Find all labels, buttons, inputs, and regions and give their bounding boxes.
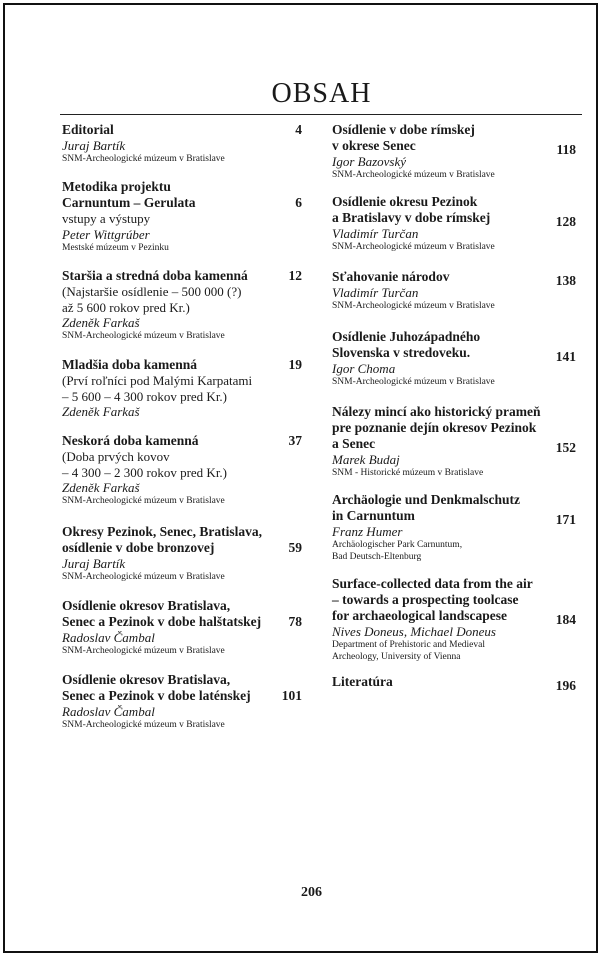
toc-entry[interactable] — [332, 674, 582, 693]
entry-institution: Mestské múzeum v Pezinku — [62, 242, 169, 253]
entry-title: pre poznanie dejín okresov Pezinok — [332, 420, 537, 435]
entry-subtitle: (Najstaršie osídlenie – 500 000 (?) — [62, 284, 242, 299]
entry-institution: SNM-Archeologické múzeum v Bratislave — [332, 377, 495, 387]
entry-author: Igor Choma — [332, 361, 396, 376]
entry-title: a Senec — [332, 436, 376, 451]
entry-institution: SNM-Archeologické múzeum v Bratislave — [62, 646, 225, 656]
toc-entry[interactable] — [332, 576, 582, 663]
entry-title: Osídlenie okresu Pezinok — [332, 194, 478, 209]
entry-author: Juraj Bartík — [62, 138, 126, 153]
entry-title: Okresy Pezinok, Senec, Bratislava, — [62, 524, 262, 539]
entry-author: Igor Bazovský — [332, 154, 407, 169]
entry-institution: Department of Prehistoric and Medieval — [332, 640, 486, 650]
entry-title: Sťahovanie národov — [332, 269, 450, 284]
entry-subtitle: (Prví roľníci pod Malými Karpatami — [62, 373, 253, 388]
entry-institution: SNM-Archeologické múzeum v Bratislave — [62, 720, 225, 730]
entry-author: Nives Doneus, Michael Doneus — [332, 624, 496, 639]
entry-author: Marek Budaj — [332, 452, 400, 467]
entry-institution: Archäologischer Park Carnuntum, — [332, 540, 463, 550]
entry-subtitle: – 4 300 – 2 300 rokov pred Kr.) — [62, 464, 228, 480]
entry-page-number: 128 — [555, 214, 576, 229]
entry-title: Osídlenie Juhozápadného — [332, 329, 481, 344]
entry-page-number: 171 — [555, 512, 576, 527]
toc-entry[interactable] — [62, 433, 312, 507]
toc-entry[interactable] — [332, 122, 582, 181]
entry-subtitle: vstupy a výstupy — [62, 211, 151, 226]
entry-author: Zdeněk Farkaš — [62, 404, 140, 419]
entry-author: Radoslav Čambal — [62, 704, 155, 719]
entry-page-number: 78 — [288, 614, 302, 629]
entry-page-number: 184 — [555, 612, 576, 627]
entry-title: for archaeological landscapese — [332, 608, 507, 623]
entry-page-number: 196 — [555, 678, 576, 693]
entry-page-number: 138 — [555, 273, 576, 288]
entry-page-number: 4 — [295, 122, 302, 137]
entry-title: Osídlenie okresov Bratislava, — [62, 598, 231, 613]
entry-title: Editorial — [62, 122, 114, 137]
entry-institution: Archeology, University of Vienna — [332, 652, 461, 662]
entry-page-number: 141 — [555, 349, 576, 364]
entry-page-number: 118 — [556, 142, 576, 157]
entry-author: Vladimír Turčan — [332, 285, 419, 300]
entry-title: Literatúra — [332, 674, 393, 689]
entry-title: v okrese Senec — [332, 138, 416, 153]
entry-author: Vladimír Turčan — [332, 226, 419, 241]
entry-title: Neskorá doba kamenná — [62, 433, 199, 448]
toc-entry[interactable] — [332, 492, 582, 563]
toc-entry[interactable] — [332, 194, 582, 253]
entry-title: – towards a prospecting toolcase — [332, 592, 519, 607]
entry-author: Peter Wittgrúber — [62, 226, 150, 242]
toc-entry[interactable] — [332, 329, 582, 388]
entry-subtitle: až 5 600 rokov pred Kr.) — [62, 299, 190, 315]
title-rule — [60, 114, 582, 115]
toc-entry[interactable] — [62, 268, 312, 342]
page-title: OBSAH — [271, 78, 372, 109]
entry-subtitle: – 5 600 – 4 300 rokov pred Kr.) — [62, 388, 228, 404]
entry-title: osídlenie v dobe bronzovej — [62, 540, 215, 555]
entry-title: Nálezy mincí ako historický prameň — [332, 404, 541, 419]
page-number: 206 — [301, 885, 322, 900]
entry-title: Senec a Pezinok v dobe halštatskej — [62, 614, 262, 629]
entry-institution: SNM - Historické múzeum v Bratislave — [332, 468, 484, 478]
entry-institution: SNM-Archeologické múzeum v Bratislave — [62, 331, 225, 341]
entry-title: Slovenska v stredoveku. — [332, 345, 471, 360]
entry-page-number: 6 — [295, 195, 302, 210]
entry-title: Osídlenie v dobe rímskej — [332, 122, 475, 137]
entry-author: Radoslav Čambal — [62, 630, 155, 645]
toc-entry[interactable] — [332, 404, 582, 479]
entry-subtitle: (Doba prvých kovov — [62, 449, 170, 464]
entry-page-number: 152 — [555, 440, 576, 455]
entry-institution: SNM-Archeologické múzeum v Bratislave — [332, 301, 495, 311]
toc-entry[interactable] — [62, 524, 312, 583]
entry-title: Senec a Pezinok v dobe laténskej — [62, 688, 251, 703]
entry-page-number: 12 — [288, 268, 302, 283]
entry-title: in Carnuntum — [332, 508, 415, 523]
entry-page-number: 59 — [288, 540, 302, 555]
entry-institution: SNM-Archeologické múzeum v Bratislave — [332, 170, 495, 180]
entry-institution: SNM-Archeologické múzeum v Bratislave — [62, 154, 225, 164]
entry-title: Archäologie und Denkmalschutz — [332, 492, 521, 507]
toc-entry[interactable] — [62, 357, 312, 419]
entry-author: Franz Humer — [332, 524, 403, 539]
entry-title: Carnuntum – Gerulata — [62, 195, 196, 210]
entry-author: Zdeněk Farkaš — [62, 315, 140, 330]
entry-title: Mladšia doba kamenná — [62, 357, 198, 372]
toc-entry[interactable] — [62, 672, 312, 731]
entry-institution: SNM-Archeologické múzeum v Bratislave — [62, 572, 225, 582]
entry-title: Osídlenie okresov Bratislava, — [62, 672, 231, 687]
entry-title: Metodika projektu — [62, 179, 171, 194]
entry-title: a Bratislavy v dobe rímskej — [332, 210, 491, 225]
entry-title: Surface-collected data from the air — [332, 576, 533, 591]
toc-entry[interactable] — [332, 269, 582, 312]
toc-entry[interactable] — [62, 598, 312, 657]
entry-page-number: 101 — [281, 688, 302, 703]
toc-entry[interactable] — [62, 179, 312, 254]
entry-institution: SNM-Archeologické múzeum v Bratislave — [332, 242, 495, 252]
entry-page-number: 19 — [288, 357, 302, 372]
entry-institution: Bad Deutsch-Eltenburg — [332, 552, 422, 562]
entry-title: Staršia a stredná doba kamenná — [62, 268, 248, 283]
entry-author: Juraj Bartík — [62, 556, 126, 571]
entry-author: Zdeněk Farkaš — [62, 480, 140, 495]
entry-institution: SNM-Archeologické múzeum v Bratislave — [62, 496, 225, 506]
entry-page-number: 37 — [288, 433, 302, 448]
toc-entry[interactable] — [62, 122, 312, 165]
